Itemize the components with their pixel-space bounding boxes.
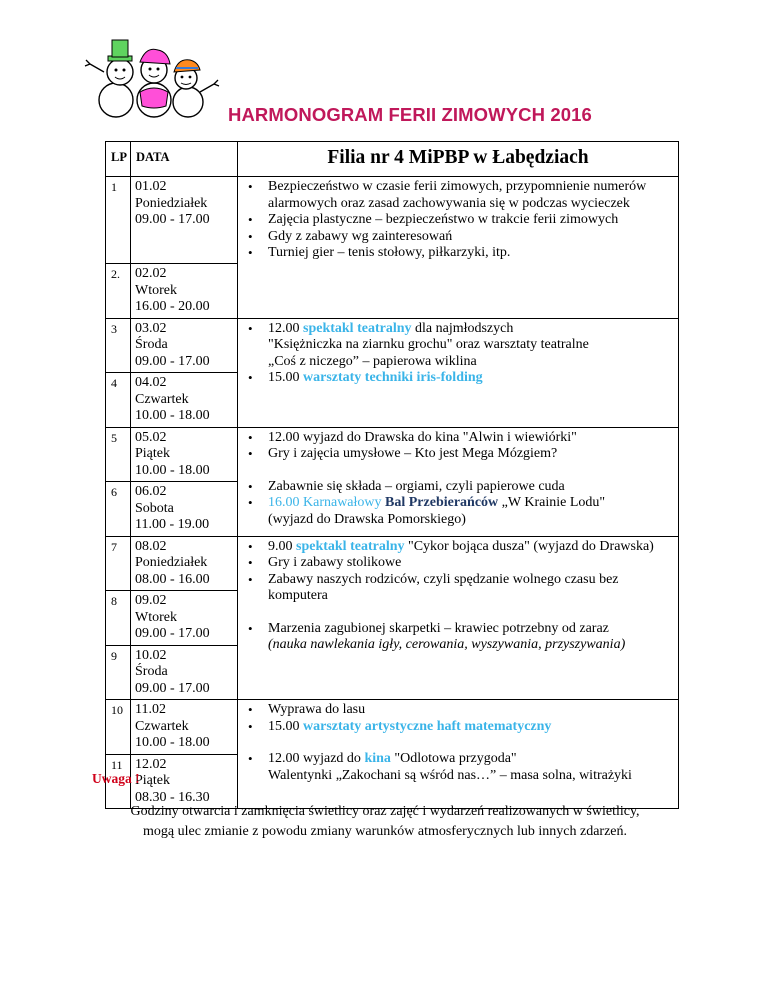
date-cell xyxy=(131,536,238,591)
column-header-date: DATA xyxy=(131,142,238,177)
date-value: 10.02 xyxy=(135,647,167,663)
opening-hours: 09.00 - 17.00 xyxy=(135,626,210,641)
page-title: HARMONOGRAM FERII ZIMOWYCH 2016 xyxy=(228,104,592,125)
opening-hours: 08.00 - 16.00 xyxy=(135,571,210,587)
date-cell xyxy=(131,318,238,373)
date-cell xyxy=(131,177,238,264)
list-item: • Turniej gier – tenis stołowy, piłkarzyki, itp. xyxy=(238,245,674,262)
row-number: 8 xyxy=(106,591,131,646)
column-header-lp: LP xyxy=(106,142,131,177)
day-name: Poniedziałek xyxy=(135,195,208,211)
event-time: 15.00 xyxy=(268,370,300,385)
table-row xyxy=(106,700,679,755)
event-highlight: Bal Przebierańców xyxy=(385,495,499,510)
list-item: • Gry i zajęcia umysłowe – Kto jest Mega Mózgiem? xyxy=(238,446,674,463)
activities-cell xyxy=(238,318,679,427)
day-name: Wtorek xyxy=(135,609,177,625)
list-item xyxy=(238,321,674,371)
table-row xyxy=(106,177,679,264)
footer-note xyxy=(80,802,690,842)
activities-cell xyxy=(238,700,679,809)
row-number: 7 xyxy=(106,536,131,591)
event-time: 12.00 xyxy=(268,320,300,336)
column-header-branch: Filia nr 4 MiPBP w Łabędziach xyxy=(238,142,679,177)
event-text: dla najmłodszych xyxy=(411,320,514,336)
list-item: • Zabawy naszych rodziców, czyli spędzanie wolnego czasu bez komputera xyxy=(238,572,674,605)
event-text: Walentynki „Zakochani są wśród nas…” – masa solna, witrażyki xyxy=(268,767,632,783)
date-cell xyxy=(131,645,238,700)
date-cell xyxy=(131,427,238,482)
date-value: 05.02 xyxy=(135,429,167,445)
date-cell xyxy=(131,591,238,646)
date-value: 11.02 xyxy=(135,702,166,717)
day-name: Wtorek xyxy=(135,282,177,298)
event-text: „W Krainie Lodu" xyxy=(498,495,606,510)
schedule-table xyxy=(105,141,679,809)
row-number: 2. xyxy=(106,264,131,319)
list-item xyxy=(238,751,674,784)
event-text: "Odlotowa przygoda" xyxy=(390,751,517,766)
row-number: 4 xyxy=(106,373,131,428)
date-value: 02.02 xyxy=(135,266,167,281)
opening-hours: 09.00 - 17.00 xyxy=(135,353,210,369)
date-cell xyxy=(131,754,238,809)
day-name: Czwartek xyxy=(135,391,189,407)
activities-cell xyxy=(238,177,679,319)
activities-cell xyxy=(238,536,679,700)
list-item: • Wyprawa do lasu xyxy=(238,702,674,719)
day-name: Sobota xyxy=(135,500,174,516)
date-value: 06.02 xyxy=(135,484,167,499)
opening-hours: 09.00 - 17.00 xyxy=(135,680,210,696)
event-time: 15.00 xyxy=(268,718,300,734)
event-time: 16.00 Karnawałowy xyxy=(268,495,386,510)
list-item xyxy=(238,621,674,654)
event-highlight: spektakl teatralny xyxy=(296,538,405,554)
list-item xyxy=(238,719,674,736)
table-row xyxy=(106,536,679,591)
snowmen-icon xyxy=(82,22,222,118)
table-row xyxy=(106,318,679,373)
list-item xyxy=(238,370,674,387)
date-cell xyxy=(131,700,238,755)
date-value: 08.02 xyxy=(135,538,167,554)
row-number: 3 xyxy=(106,318,131,373)
row-number: 6 xyxy=(106,482,131,537)
opening-hours: 10.00 - 18.00 xyxy=(135,462,210,478)
warning-label: Uwaga ! xyxy=(92,771,140,786)
activities-cell xyxy=(238,427,679,536)
row-number: 5 xyxy=(106,427,131,482)
row-number: 11 xyxy=(106,754,131,809)
footer-note-line: mogą ulec zmianie z powodu zmiany warunków atmosferycznych lub innych zdarzeń. xyxy=(143,824,627,839)
date-cell xyxy=(131,373,238,428)
event-note: (nauka nawlekania igły, cerowania, wyszywania, przyszywania) xyxy=(268,637,626,652)
event-text: Marzenia zagubionej skarpetki – krawiec potrzebny od zaraz xyxy=(268,620,609,636)
table-row xyxy=(106,427,679,482)
day-name: Środa xyxy=(135,337,168,352)
opening-hours: 11.00 - 19.00 xyxy=(135,517,210,532)
date-cell xyxy=(131,264,238,319)
day-name: Piątek xyxy=(135,446,170,461)
date-value: 12.02 xyxy=(135,756,167,772)
date-value: 09.02 xyxy=(135,593,167,608)
opening-hours: 16.00 - 20.00 xyxy=(135,299,210,314)
event-time: 9.00 xyxy=(268,538,293,554)
list-item: • Gdy z zabawy wg zainteresowań xyxy=(238,229,674,246)
event-highlight: spektakl teatralny xyxy=(303,320,412,336)
event-text: (wyjazd do Drawska Pomorskiego) xyxy=(268,511,466,527)
list-item xyxy=(238,495,674,528)
date-value: 03.02 xyxy=(135,320,167,336)
event-highlight: warsztaty techniki iris-folding xyxy=(303,370,483,385)
opening-hours: 08.30 - 16.30 xyxy=(135,789,210,805)
day-name: Środa xyxy=(135,664,168,679)
row-number: 9 xyxy=(106,645,131,700)
table-header-row xyxy=(106,142,679,177)
row-number: 10 xyxy=(106,700,131,755)
day-name: Poniedziałek xyxy=(135,555,208,570)
row-number: 1 xyxy=(106,177,131,264)
event-text: "Księżniczka na ziarnku grochu" oraz warsztaty teatralne xyxy=(268,337,589,352)
date-value: 01.02 xyxy=(135,179,167,194)
event-text: 12.00 wyjazd do xyxy=(268,751,365,766)
opening-hours: 10.00 - 18.00 xyxy=(135,408,210,423)
date-cell xyxy=(131,482,238,537)
list-item: • 12.00 wyjazd do Drawska do kina "Alwin i wiewiórki" xyxy=(238,430,674,447)
opening-hours: 10.00 - 18.00 xyxy=(135,735,210,750)
event-text: "Cykor bojąca dusza" (wyjazd do Drawska) xyxy=(404,538,654,554)
footer-note-line: Godziny otwarcia i zamknięcia świetlicy oraz zajęć i wydarzeń realizowanych w świetlicy, xyxy=(130,804,640,819)
day-name: Czwartek xyxy=(135,718,189,734)
event-text: „Coś z niczego” – papierowa wiklina xyxy=(268,353,477,369)
date-value: 04.02 xyxy=(135,375,167,390)
event-highlight: kina xyxy=(364,751,391,766)
list-item xyxy=(238,539,674,556)
day-name: Piątek xyxy=(135,773,170,788)
list-item: • Bezpieczeństwo w czasie ferii zimowych, przypomnienie numerów alarmowych oraz zasad zachowywania się w podczas wycieczek xyxy=(238,179,674,212)
list-item: • Zabawnie się składa – orgiami, czyli papierowe cuda xyxy=(238,479,674,496)
opening-hours: 09.00 - 17.00 xyxy=(135,212,210,227)
list-item: • Zajęcia plastyczne – bezpieczeństwo w trakcie ferii zimowych xyxy=(238,212,674,229)
list-item: • Gry i zabawy stolikowe xyxy=(238,555,674,572)
event-highlight: warsztaty artystyczne haft matematyczny xyxy=(303,718,552,734)
